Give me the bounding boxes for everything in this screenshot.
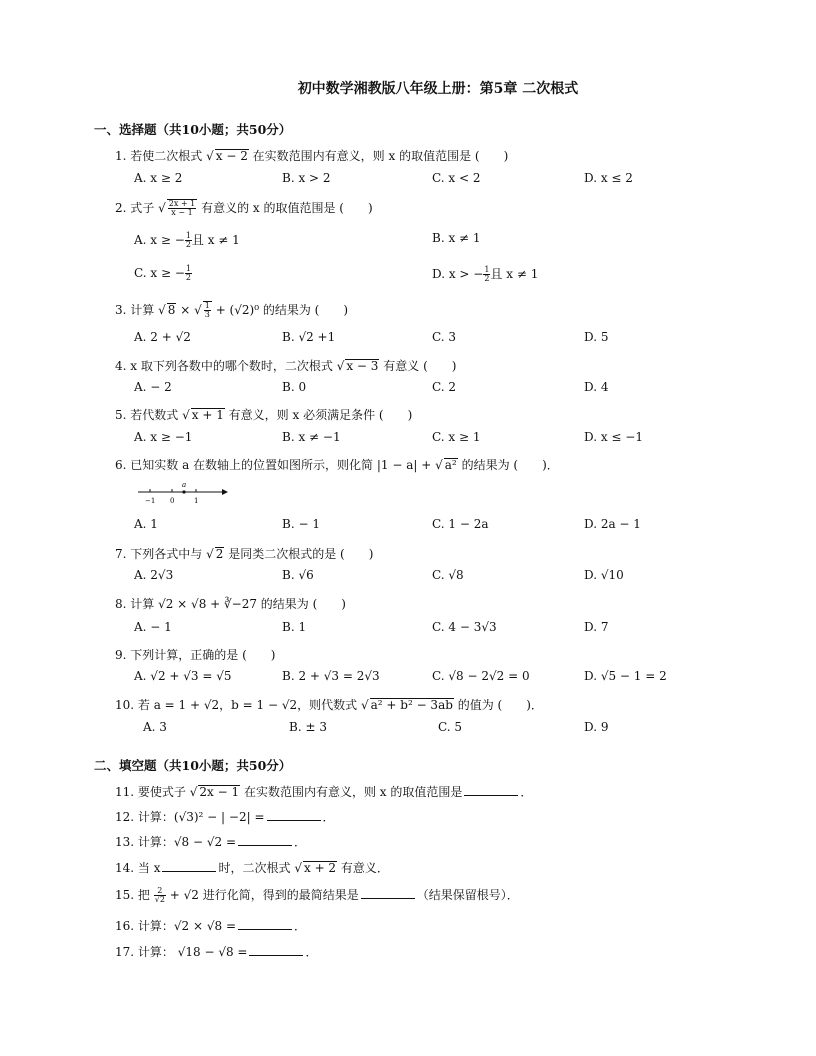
q7-option-c[interactable]: C. √8 [432,568,464,582]
question-6: 6. 已知实数 a 在数轴上的位置如图所示，则化简 |1 − a| + √ a² 的结果为 ( )． [115,458,559,472]
q1-text: 1. 若使二次根式 [115,149,203,163]
q4-radicand: x − 3 [346,359,379,373]
q11-radicand: 2x − 1 [199,785,240,799]
q5-option-d[interactable]: D. x ≤ −1 [584,430,643,444]
q14-answer-blank[interactable] [162,862,216,872]
q15-text-mid: + √2 进行化简，得到的最简结果是 [169,888,359,902]
question-8: 8. 计算 √2 × √8 + ∛−27 的结果为 ( ) [115,597,346,611]
q7-text-end: 是同类二次根式的是 ( ) [228,547,374,561]
question-15 [115,886,519,904]
half-num: 1 [484,265,490,274]
q1-option-a[interactable]: A. x ≥ 2 [134,171,183,185]
q9-option-a[interactable]: A. √2 + √3 = √5 [134,669,232,683]
q8-option-d[interactable]: D. 7 [584,620,609,634]
q9-option-c[interactable]: C. √8 − 2√2 = 0 [432,669,530,683]
q1-option-b[interactable]: B. x > 2 [282,171,331,185]
q10-option-b[interactable]: B. ± 3 [289,720,327,734]
q2-option-c-text: C. x ≥ − [134,266,185,280]
q14-text-mid: 时，二次根式 [218,861,291,875]
number-line-figure [136,478,228,508]
q2-option-d[interactable] [432,265,538,283]
q4-option-d[interactable]: D. 4 [584,380,609,394]
q7-option-d[interactable]: D. √10 [584,568,624,582]
half-den: 2 [484,274,490,283]
q2-option-d-tail: 且 x ≠ 1 [490,267,539,281]
q3-radicand-8: 8 [167,303,176,317]
question-4: 4. x 取下列各数中的哪个数时，二次根式 √ x − 3 有意义 ( ) [115,359,457,373]
q7-option-b[interactable]: B. √6 [282,568,314,582]
q11-text: 11. 要使式子 [115,785,186,799]
q2-frac-den: x − 1 [171,208,193,217]
q3-text: 3. 计算 [115,303,155,317]
q3-option-a[interactable]: A. 2 + √2 [134,330,191,344]
q9-option-b[interactable]: B. 2 + √3 = 2√3 [282,669,380,683]
q5-option-a[interactable]: A. x ≥ −1 [134,430,193,444]
q16-text: 16. 计算：√2 × √8 = [115,919,237,933]
q2-option-d-text: D. x > − [432,267,484,281]
q11-end: ． [520,785,533,799]
q15-text-end: （结果保留根号）． [416,888,519,902]
q2-option-a-text: A. x ≥ − [134,233,185,247]
question-2: 2. 式子 √ $\frac{2x + 1}{x - 1}$ 有意义的 x 的取值范围是 ( ) [115,199,373,217]
q3-frac-num: 1 [204,301,210,310]
q4-option-b[interactable]: B. 0 [282,380,307,394]
q7-text: 7. 下列各式中与 [115,547,203,561]
q2-option-b[interactable]: B. x ≠ 1 [432,231,481,245]
q13-text: 13. 计算：√8 − √2 = [115,835,237,849]
q4-option-a[interactable]: A. − 2 [134,380,172,394]
section-choice-heading: 一、选择题（共10小题；共50分） [94,122,292,137]
q2-option-a[interactable] [134,231,240,249]
half-den: 2 [185,273,191,282]
question-16 [115,917,306,934]
q14-radicand: x + 2 [303,861,337,875]
q10-option-c[interactable]: C. 5 [438,720,463,734]
q10-text: 10. 若 a = 1 + √2，b = 1 − √2，则代数式 [115,698,358,712]
q7-radicand: 2 [215,547,224,561]
q5-text: 5. 若代数式 [115,408,179,422]
q1-radicand: x − 2 [215,149,248,163]
q14-text: 14. 当 x [115,861,161,875]
q16-answer-blank[interactable] [238,920,292,930]
q9-option-d[interactable]: D. √5 − 1 = 2 [584,669,667,683]
question-13 [115,833,306,850]
q6-option-b[interactable]: B. − 1 [282,517,320,531]
q3-radicand-frac [203,301,212,319]
q6-radicand: a² [444,458,457,472]
q16-end: ． [294,919,307,933]
question-5: 5. 若代数式 √ x + 1 有意义，则 x 必须满足条件 ( ) [115,408,413,422]
q11-text-mid: 在实数范围内有意义，则 x 的取值范围是 [243,785,463,799]
document-title: 初中数学湘教版八年级上册：第5章 二次根式 [297,81,579,97]
point-a [182,490,185,493]
question-1: 1. 若使二次根式 √ x − 2 在实数范围内有意义，则 x 的取值范围是 ( ) [115,149,509,163]
q2-frac-num: 2x + 1 [168,199,196,208]
question-11: 11. 要使式子 √ 2x − 1 在实数范围内有意义，则 x 的取值范围是 ． [115,785,533,799]
q10-option-d[interactable]: D. 9 [584,720,609,734]
question-3: 3. 计算 √ 8 × √ $\frac{1}{3}$ + (√2)⁰ 的结果为 ( ) [115,301,349,319]
q6-text-end: 的结果为 ( )． [461,458,559,472]
q13-answer-blank[interactable] [238,836,292,846]
q10-radicand: a² + b² − 3ab [370,698,453,712]
section-fill-heading: 二、填空题（共10小题；共50分） [94,758,292,773]
q15-frac-num: 2 [154,887,166,896]
q1-option-d[interactable]: D. x ≤ 2 [584,171,633,185]
q2-option-c[interactable] [134,265,192,282]
q14-text-end: 有意义． [340,861,389,875]
q6-option-c[interactable]: C. 1 − 2a [432,517,489,531]
q3-option-b[interactable]: B. √2 +1 [282,330,336,344]
q2-text: 2. 式子 [115,201,155,215]
q5-radicand: x + 1 [191,408,224,422]
q17-answer-blank[interactable] [249,946,303,956]
q4-text-end: 有意义 ( ) [383,359,457,373]
q3-times: × [180,303,191,317]
q3-frac-den: 3 [204,310,210,319]
q12-end: ． [322,810,335,824]
half-den: 2 [185,240,191,249]
q2-text-end: 有意义的 x 的取值范围是 ( ) [201,201,373,215]
q6-option-a[interactable]: A. 1 [134,517,158,531]
q10-text-end: 的值为 ( )． [457,698,543,712]
question-17 [115,943,317,960]
q1-option-c[interactable]: C. x < 2 [432,171,481,185]
question-7: 7. 下列各式中与 √ 2 是同类二次根式的是 ( ) [115,547,374,561]
q1-text-end: 在实数范围内有意义，则 x 的取值范围是 ( ) [252,149,509,163]
label-zero: 0 [170,497,175,505]
q4-text: 4. x 取下列各数中的哪个数时，二次根式 [115,359,333,373]
q12-text: 12. 计算：(√3)² − | −2| = [115,810,265,824]
q15-answer-blank[interactable] [361,889,415,899]
q17-text: 17. 计算： √18 − √8 = [115,945,248,959]
q3-plus-term: + (√2)⁰ [215,303,260,317]
question-10: 10. 若 a = 1 + √2，b = 1 − √2，则代数式 √ a² + b² − 3ab 的值为 ( )． [115,698,543,712]
q17-end: ． [305,945,318,959]
question-12 [115,808,335,825]
question-9: 9. 下列计算，正确的是 ( ) [115,648,276,662]
q15-text: 15. 把 [115,888,150,902]
q7-option-a[interactable]: A. 2√3 [134,568,174,582]
q8-option-c[interactable]: C. 4 − 3√3 [432,620,497,634]
label-one: 1 [194,497,199,505]
q11-answer-blank[interactable] [464,786,518,796]
q15-frac-den: √2 [154,895,165,904]
q3-option-c[interactable]: C. 3 [432,330,457,344]
q13-end: ． [294,835,307,849]
q2-radicand [167,199,197,217]
q6-text: 6. 已知实数 a 在数轴上的位置如图所示，则化简 |1 − a| + [115,458,432,472]
q2-option-a-tail: 且 x ≠ 1 [191,233,240,247]
q8-option-a[interactable]: A. − 1 [134,620,172,634]
q5-text-end: 有意义，则 x 必须满足条件 ( ) [228,408,413,422]
question-14: 14. 当 x 时，二次根式 √ x + 2 有意义． [115,861,389,875]
q12-answer-blank[interactable] [267,811,321,821]
q5-option-c[interactable]: C. x ≥ 1 [432,430,481,444]
q4-option-c[interactable]: C. 2 [432,380,457,394]
half-num: 1 [185,264,191,273]
label-minus-one: −1 [145,497,156,505]
q10-option-a[interactable]: A. 3 [143,720,167,734]
q3-text-end: 的结果为 ( ) [262,303,349,317]
q8-option-b[interactable]: B. 1 [282,620,307,634]
q3-option-d[interactable]: D. 5 [584,330,609,344]
q6-option-d[interactable]: D. 2a − 1 [584,517,641,531]
number-line-arrow-icon [222,489,228,495]
q5-option-b[interactable]: B. x ≠ −1 [282,430,341,444]
half-num: 1 [185,231,191,240]
label-a: a [182,481,187,489]
